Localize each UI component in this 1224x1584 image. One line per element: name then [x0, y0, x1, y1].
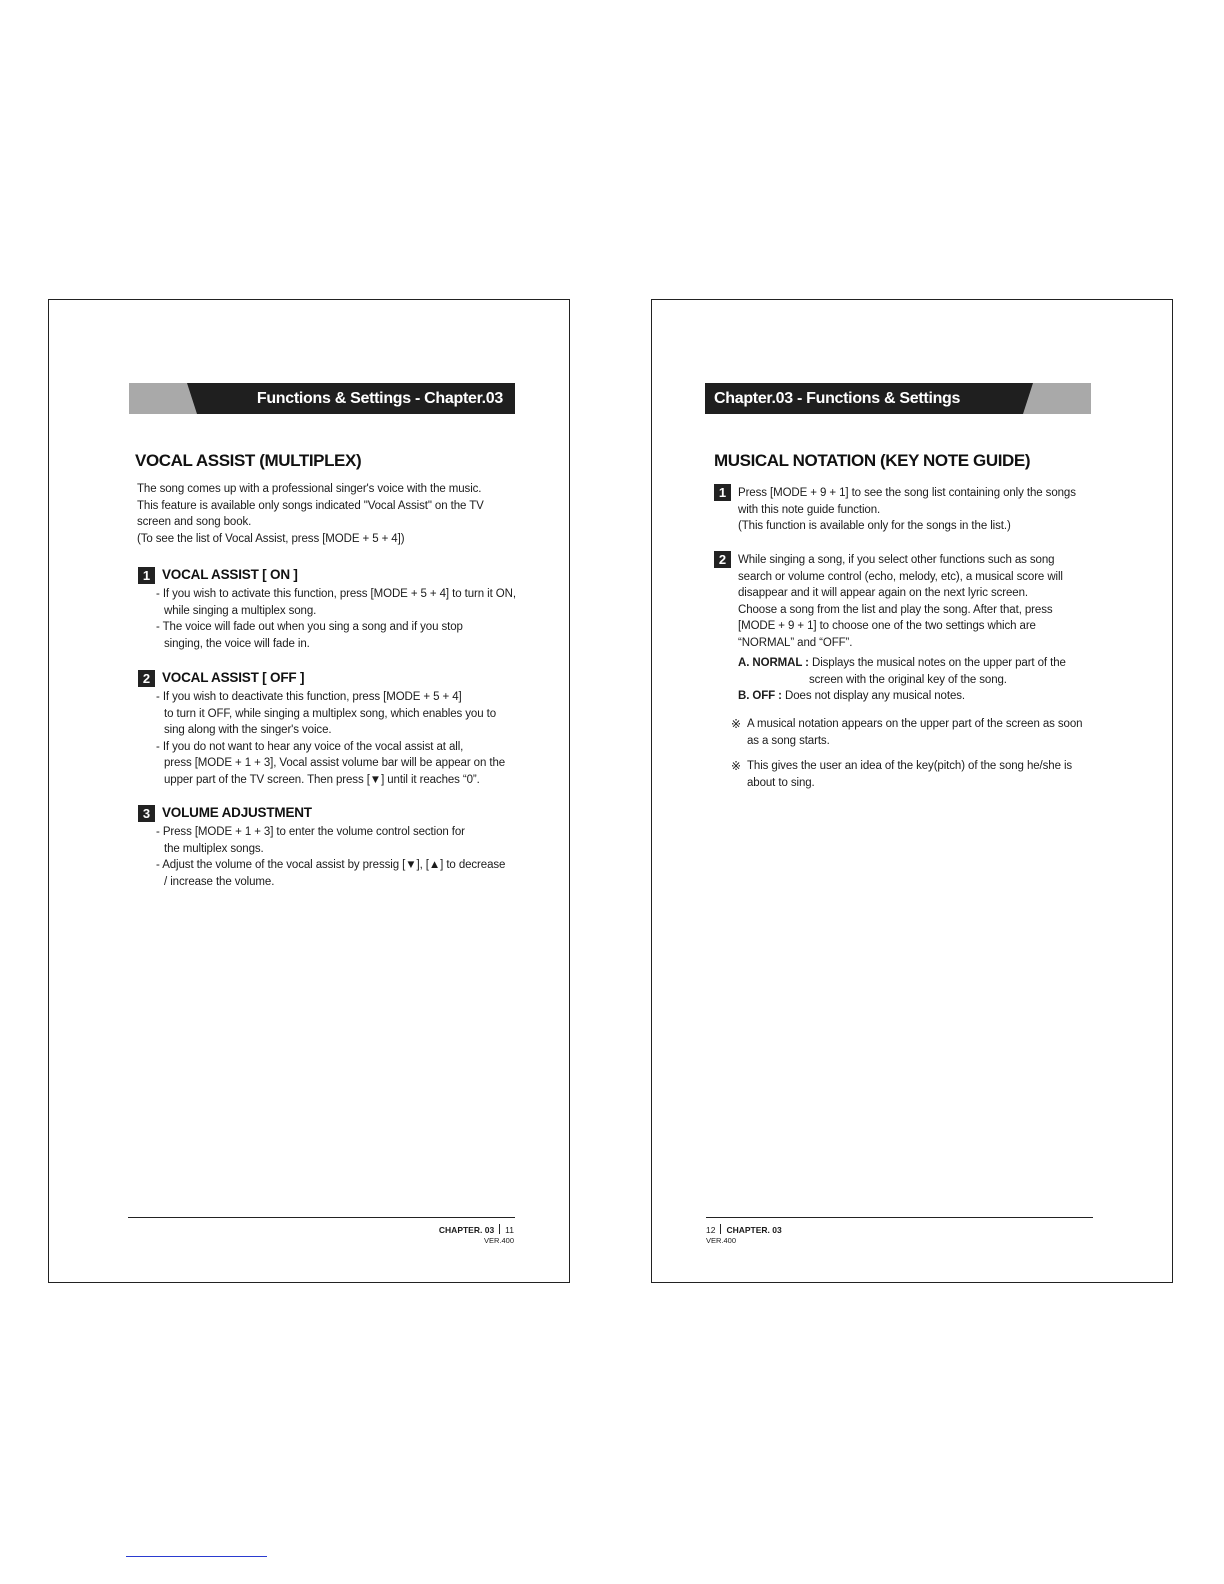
footer-separator — [499, 1224, 500, 1234]
section-title: VOCAL ASSIST [ OFF ] — [162, 669, 305, 685]
option-label: B. OFF : — [738, 690, 782, 702]
step-line: disappear and it will appear again on the next lyric screen. — [738, 587, 1028, 599]
option-text-continued: screen with the original key of the song. — [809, 673, 1007, 686]
step-line: with this note guide function. — [738, 503, 881, 516]
section-number: 3 — [138, 805, 155, 822]
footer-page-chapter — [706, 1224, 782, 1235]
section-line: upper part of the TV screen. Then press [▼] until it reaches “0”. — [164, 773, 480, 786]
section-vocal-assist-off — [138, 669, 505, 788]
section-line: - If you do not want to hear any voice of the vocal assist at all, — [156, 740, 464, 753]
section-volume-adjustment — [138, 804, 505, 890]
section-line: / increase the volume. — [164, 875, 275, 888]
footer-rule — [706, 1217, 1093, 1218]
footer-chapter: CHAPTER. 03 — [726, 1225, 782, 1235]
banner-title: Functions & Settings - Chapter.03 — [256, 390, 503, 407]
step-line: (This function is available only for the songs in the list.) — [738, 520, 1011, 532]
step-line: While singing a song, if you select other functions such as song — [738, 554, 1055, 566]
notation-step-2 — [714, 551, 1066, 705]
option-label: A. NORMAL : — [738, 657, 809, 669]
section-line: - The voice will fade out when you sing a song and if you stop — [156, 621, 463, 633]
footer-page-number: 12 — [706, 1225, 716, 1235]
option-normal — [738, 655, 1066, 672]
section-title: VOCAL ASSIST [ ON ] — [162, 566, 298, 582]
section-line: - If you wish to deactivate this function, press [MODE + 5 + 4] — [156, 691, 462, 703]
section-line: - If you wish to activate this function, press [MODE + 5 + 4] to turn it ON, — [156, 588, 516, 600]
footer-version: VER.400 — [483, 1236, 514, 1245]
note-line: This gives the user an idea of the key(pitch) of the song he/she is — [747, 760, 1073, 772]
section-line: press [MODE + 1 + 3], Vocal assist volume bar will be appear on the — [164, 757, 506, 769]
reference-mark-icon: ※ — [731, 759, 741, 773]
note-1 — [731, 716, 1082, 749]
link-underline[interactable] — [126, 1556, 267, 1557]
section-line: the multiplex songs. — [164, 842, 264, 855]
section-vocal-assist-on — [138, 566, 516, 652]
note-2 — [731, 758, 1072, 791]
note-line: about to sing. — [747, 776, 815, 789]
step-line: [MODE + 9 + 1] to choose one of the two settings which are — [738, 620, 1036, 632]
chapter-banner — [129, 383, 515, 414]
step-line: search or volume control (echo, melody, etc), a musical score will — [738, 570, 1063, 583]
option-text: Displays the musical notes on the upper part of the — [812, 657, 1066, 669]
section-line: while singing a multiplex song. — [164, 604, 317, 617]
step-line: “NORMAL” and “OFF”. — [738, 636, 853, 649]
note-line: A musical notation appears on the upper part of the screen as soon — [747, 718, 1083, 730]
section-title: VOLUME ADJUSTMENT — [162, 804, 312, 820]
footer-page-number: 11 — [505, 1225, 514, 1235]
section-line: sing along with the singer's voice. — [164, 724, 332, 736]
section-number: 1 — [138, 567, 155, 584]
intro-line: The song comes up with a professional singer's voice with the music. — [137, 483, 482, 495]
note-line: as a song starts. — [747, 734, 830, 747]
section-line: to turn it OFF, while singing a multiplex song, which enables you to — [164, 707, 496, 720]
section-number: 1 — [714, 484, 731, 501]
step-line: Press [MODE + 9 + 1] to see the song list containing only the songs — [738, 487, 1076, 499]
intro-paragraph — [137, 481, 484, 547]
footer-chapter-page — [439, 1224, 514, 1235]
intro-line: (To see the list of Vocal Assist, press [MODE + 5 + 4]) — [137, 532, 405, 545]
footer-rule — [128, 1217, 515, 1218]
page-left — [48, 299, 570, 1283]
page-right — [651, 299, 1173, 1283]
notation-step-1 — [714, 484, 1076, 535]
reference-mark-icon: ※ — [731, 717, 741, 731]
page-title: VOCAL ASSIST (MULTIPLEX) — [135, 451, 362, 470]
page-title: MUSICAL NOTATION (KEY NOTE GUIDE) — [714, 451, 1031, 470]
footer-separator — [720, 1224, 721, 1234]
option-text: Does not display any musical notes. — [785, 690, 965, 702]
step-line: Choose a song from the list and play the song. After that, press — [738, 603, 1053, 616]
section-number: 2 — [138, 670, 155, 687]
section-line: - Press [MODE + 1 + 3] to enter the volume control section for — [156, 826, 465, 838]
footer-version: VER.400 — [706, 1236, 737, 1245]
chapter-banner — [705, 383, 1091, 414]
banner-title: Chapter.03 - Functions & Settings — [714, 390, 961, 407]
footer-chapter: CHAPTER. 03 — [438, 1225, 495, 1235]
section-line: singing, the voice will fade in. — [164, 637, 310, 650]
intro-line: screen and song book. — [137, 516, 252, 528]
section-line: - Adjust the volume of the vocal assist by pressig [▼], [▲] to decrease — [156, 859, 506, 871]
intro-line: This feature is available only songs indicated "Vocal Assist" on the TV — [137, 499, 484, 512]
section-number: 2 — [714, 551, 731, 568]
option-off — [738, 688, 1066, 705]
